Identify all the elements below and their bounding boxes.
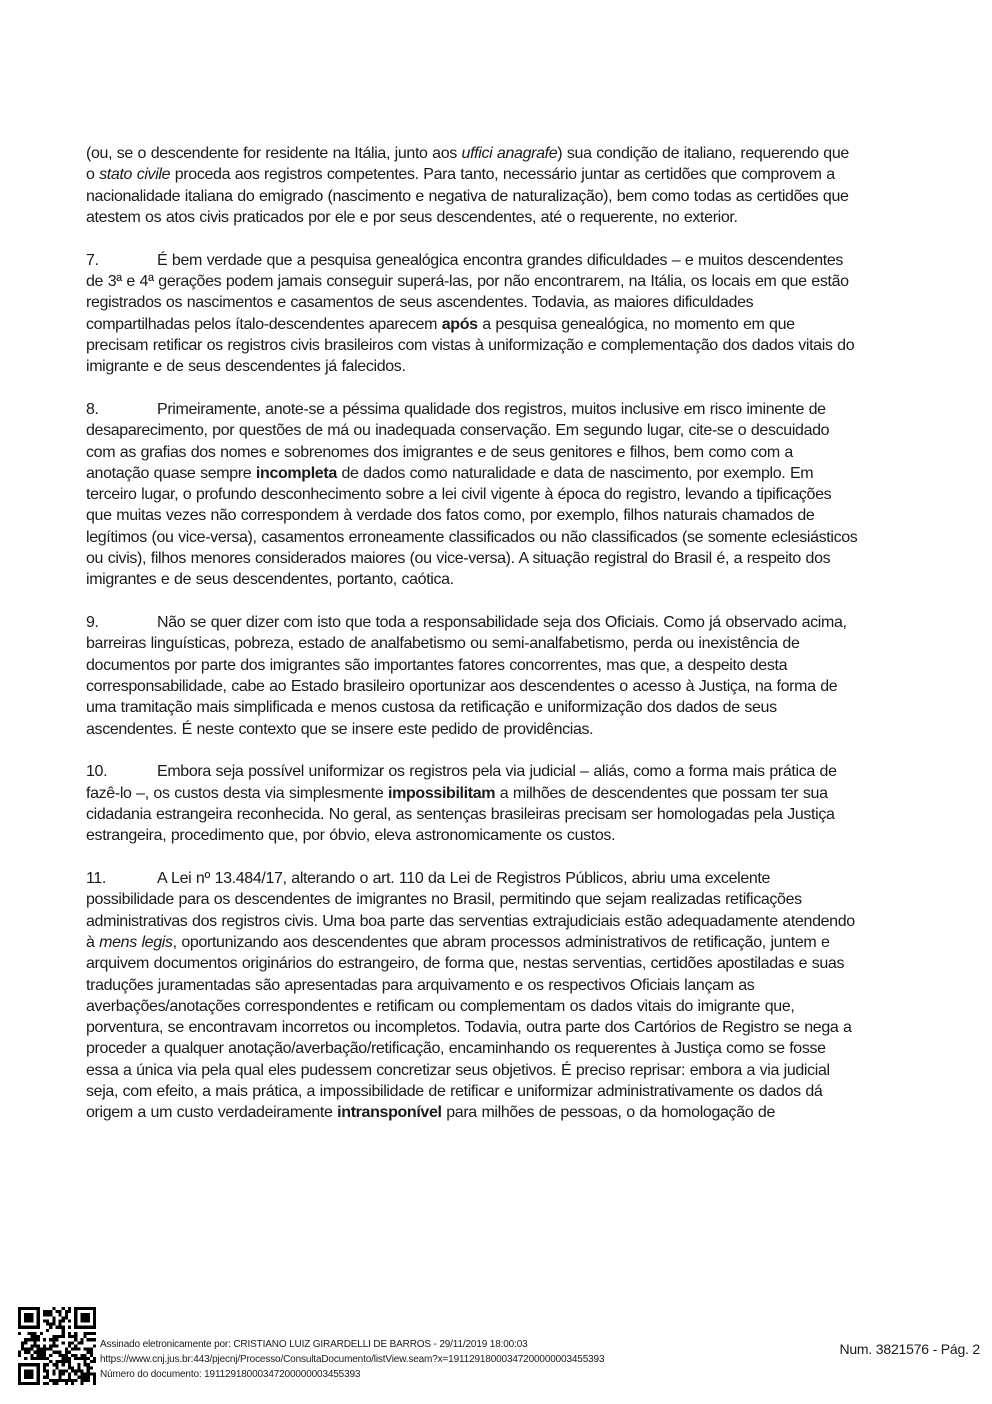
bold-text: impossibilitam: [388, 784, 496, 802]
signature-block: [100, 1337, 604, 1382]
qr-code: [18, 1307, 96, 1385]
text-run: (ou, se o descendente for residente na Itália, junto aos: [86, 145, 462, 162]
document-number: Número do documento: 19112918000347200000003455393: [100, 1369, 361, 1380]
text-run: a milhões de descendentes que possam ter sua cidadania estrangeira reconhecida. No geral, as sentenças brasileiras precisam ser homologadas pela Justiça estrangeira, procedimento que, por óbvio, eleva astronomicamente os custos.: [86, 784, 835, 845]
italic-text: uffici anagrafe: [461, 145, 558, 162]
page-number: Num. 3821576 - Pág. 2: [839, 1341, 980, 1357]
paragraph: [86, 612, 858, 740]
paragraph: [86, 761, 858, 846]
text-run: , oportunizando aos descendentes que abram processos administrativos de retificação, juntem e arquivem documentos originários do estrangeiro, de forma que, nestas serventias, certidões apostiladas e suas traduções juramentadas são apresentadas para arquivamento e os respectivos Oficiais lançam as averbações/anotações correspondentes e retificam ou complementam os dados vitais do imigrante que, porventura, se encontravam incorretos ou incompletos. Todavia, outra parte dos Cartórios de Registro se nega a proceder a qualquer anotação/averbação/retificação, encaminhando os requerentes à Justiça como se fosse essa a única via pela qual eles pudessem concretizar seus objetivos. É preciso reprisar: embora a via judicial seja, com efeito, a mais prática, a impossibilidade de retificar e uniformizar administrativamente os dados dá origem a um custo verdadeiramente: [86, 934, 852, 1122]
paragraph: [86, 868, 858, 1124]
paragraph-number: 11.: [86, 870, 107, 888]
text-run: A Lei nº 13.484/17, alterando o art. 110 da Lei de Registros Públicos, abriu uma excelente possibilidade para os descendentes de imigrantes no Brasil, permitindo que sejam realizadas retificações administrativas dos registros civis. Uma boa parte das serventias extrajudiciais estão adequadamente atendendo à: [86, 870, 855, 951]
bold-text: após: [441, 315, 478, 333]
text-run: para milhões de pessoas, o da homologação de: [441, 1104, 775, 1122]
paragraph-number: 7.: [86, 251, 99, 269]
text-run: Embora seja possível uniformizar os registros pela via judicial – aliás, como a forma mais prática de fazê-lo –, os custos desta via simplesmente: [86, 763, 837, 802]
signature-line: Assinado eletronicamente por: CRISTIANO LUIZ GIRARDELLI DE BARROS - 29/11/2019 18:00:03: [100, 1339, 528, 1350]
document-url: https://www.cnj.jus.br:443/pjecnj/Processo/ConsultaDocumento/listView.seam?x=19112918000347200000003455393: [100, 1354, 605, 1365]
text-run: Primeiramente, anote-se a péssima qualidade dos registros, muitos inclusive em risco iminente de desaparecimento, por questões de má ou inadequada conservação. Em segundo lugar, cite-se o descuidado com as grafias dos nomes e sobrenomes dos imigrantes e de seus genitores e filhos, bem como com a anotação quase sempre: [86, 400, 830, 482]
text-run: É bem verdade que a pesquisa genealógica encontra grandes dificuldades – e muitos descendentes de 3ª e 4ª gerações podem jamais conseguir superá-las, por não encontrarem, na Itália, os locais em que estão registrados os nascimentos e casamentos de seus ascendentes. Todavia, as maiores dificuldades compartilhadas pelos ítalo-descendentes aparecem: [86, 251, 849, 333]
text-run: ) sua condição de italiano, requerendo que o: [86, 145, 849, 184]
text-run: proceda aos registros competentes. Para tanto, necessário juntar as certidões que comprovem a nacionalidade italiana do emigrado (nascimento e negativa de naturalização), bem como todas as certidões que atestem os atos civis praticados por ele e por seus descendentes, até o requerente, no exterior.: [86, 166, 849, 226]
italic-text: stato civile: [99, 166, 171, 184]
bold-text: incompleta: [255, 464, 337, 482]
text-run: de dados como naturalidade e data de nascimento, por exemplo. Em terceiro lugar, o profundo desconhecimento sobre a lei civil vigente à época do registro, levando a tipificações que muitas vezes não correspondem à verdade dos fatos como, por exemplo, filhos naturais chamados de legítimos (ou vice-versa), casamentos erroneamente classificados ou não classificados (se somente eclesiásticos ou civis), filhos menores considerados maiores (ou vice-versa). A situação registral do Brasil é, a respeito dos imigrantes e de seus descendentes, portanto, caótica.: [86, 464, 858, 589]
bold-text: intransponível: [337, 1104, 442, 1122]
paragraph-number: 9.: [86, 614, 99, 632]
document-body: [86, 143, 858, 1145]
paragraph-number: 8.: [86, 400, 99, 418]
text-run: Não se quer dizer com isto que toda a responsabilidade seja dos Oficiais. Como já observado acima, barreiras linguísticas, pobreza, estado de analfabetismo ou semi-analfabetismo, perda ou inexistência de documentos por parte dos imigrantes são importantes fatores concorrentes, mas que, a despeito desta corresponsabilidade, cabe ao Estado brasileiro oportunizar aos descendentes o acesso à Justiça, na forma de uma tramitação mais simplificada e menos custosa da retificação e uniformização dos dados de seus ascendentes. É neste contexto que se insere este pedido de providências.: [86, 614, 847, 738]
paragraph: [86, 143, 858, 228]
text-run: a pesquisa genealógica, no momento em que precisam retificar os registros civis brasileiros com vistas à uniformização e complementação dos dados vitais do imigrante e de seus descendentes já falecidos.: [86, 315, 855, 376]
document-footer: [18, 1307, 980, 1387]
italic-text: mens legis: [99, 934, 173, 951]
paragraph: [86, 399, 858, 591]
paragraph-number: 10.: [86, 763, 108, 781]
paragraph: [86, 250, 858, 378]
